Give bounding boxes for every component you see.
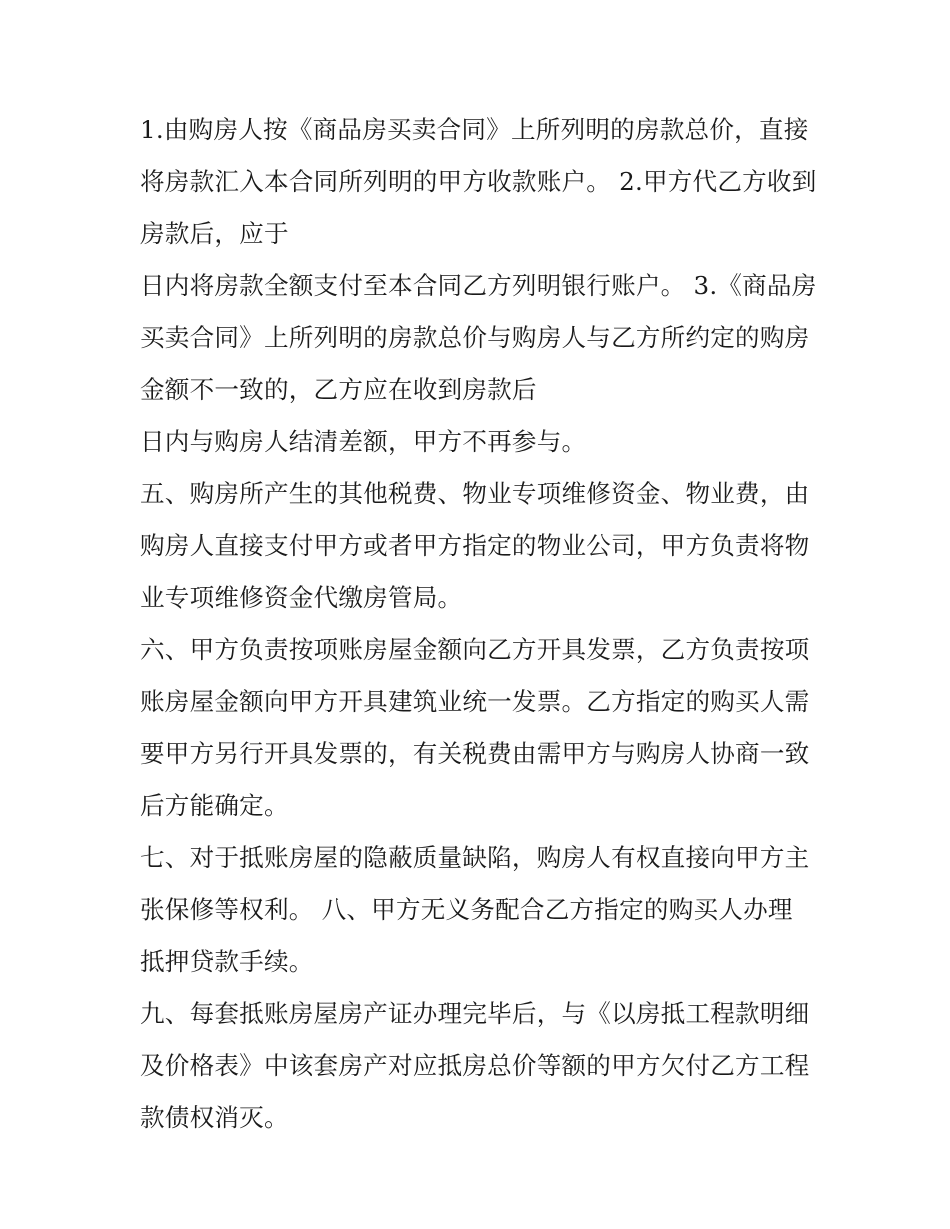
document-body — [140, 104, 820, 1144]
text-line-2: 将房款汇入本合同所列明的甲方收款账户。 2.甲方代乙方收到 — [140, 167, 817, 196]
text-line-3: 房款后，应于 — [140, 219, 289, 248]
text-line-19: 及价格表》中该套房产对应抵房总价等额的甲方欠付乙方工程 — [140, 1051, 810, 1080]
text-line-1: 1.由购房人按《商品房买卖合同》上所列明的房款总价，直接 — [140, 115, 809, 144]
text-line-5: 买卖合同》上所列明的房款总价与购房人与乙方所约定的购房 — [140, 323, 810, 352]
text-line-12: 账房屋金额向甲方开具建筑业统一发票。乙方指定的购买人需 — [140, 687, 810, 716]
text-line-17: 抵押贷款手续。 — [140, 947, 314, 976]
text-line-20: 款债权消灭。 — [140, 1103, 289, 1132]
text-line-7: 日内与购房人结清差额，甲方不再参与。 — [140, 427, 587, 456]
text-line-9: 购房人直接支付甲方或者甲方指定的物业公司，甲方负责将物 — [140, 531, 810, 560]
text-line-4: 日内将房款全额支付至本合同乙方列明银行账户。 3.《商品房 — [140, 271, 817, 300]
text-line-10: 业专项维修资金代缴房管局。 — [140, 583, 463, 612]
text-line-16: 张保修等权利。 八、甲方无义务配合乙方指定的购买人办理 — [140, 895, 793, 924]
text-line-14: 后方能确定。 — [140, 791, 289, 820]
text-line-13: 要甲方另行开具发票的，有关税费由需甲方与购房人协商一致 — [140, 739, 810, 768]
text-line-6: 金额不一致的，乙方应在收到房款后 — [140, 375, 537, 404]
text-line-8: 五、购房所产生的其他税费、物业专项维修资金、物业费，由 — [140, 479, 810, 508]
text-line-18: 九、每套抵账房屋房产证办理完毕后，与《以房抵工程款明细 — [140, 999, 810, 1028]
text-line-11: 六、甲方负责按项账房屋金额向乙方开具发票，乙方负责按项 — [140, 635, 810, 664]
text-line-15: 七、对于抵账房屋的隐蔽质量缺陷，购房人有权直接向甲方主 — [140, 843, 810, 872]
